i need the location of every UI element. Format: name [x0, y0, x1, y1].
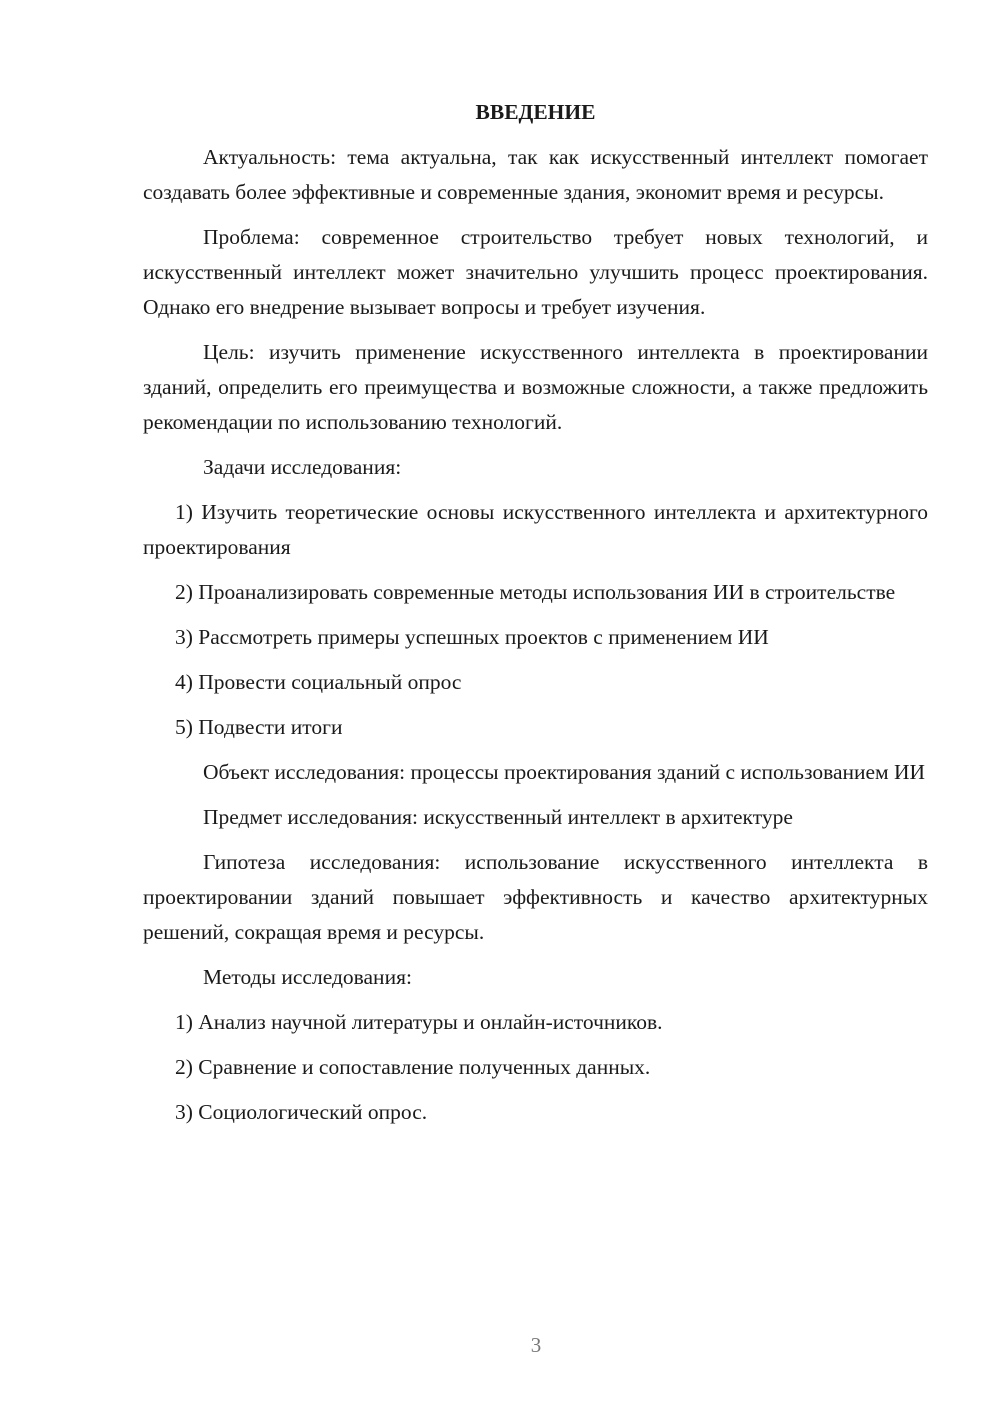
- paragraph-problem: Проблема: современное строительство требует новых технологий, и искусственный интеллект может значительно улучшить процесс проектирования. Однако его внедрение вызывает вопросы и требует изучения.: [143, 225, 928, 319]
- paragraph-subject: Предмет исследования: искусственный интеллект в архитектуре: [203, 805, 793, 829]
- method-item-1: 1) Анализ научной литературы и онлайн-источников.: [175, 1010, 663, 1034]
- paragraph-methods-heading: Методы исследования:: [203, 965, 412, 989]
- paragraph-goal: Цель: изучить применение искусственного интеллекта в проектировании зданий, определить его преимущества и возможные сложности, а также предложить рекомендации по использованию технологий.: [143, 340, 928, 434]
- paragraph-relevance: Актуальность: тема актуальна, так как искусственный интеллект помогает создавать более эффективные и современные здания, экономит время и ресурсы.: [143, 145, 928, 204]
- page-number: 3: [530, 1333, 542, 1357]
- page-content: [143, 95, 928, 1140]
- task-item-2: 2) Проанализировать современные методы использования ИИ в строительстве: [175, 580, 896, 604]
- page-title: ВВЕДЕНИЕ: [475, 100, 596, 124]
- task-item-3: 3) Рассмотреть примеры успешных проектов с применением ИИ: [175, 625, 769, 649]
- task-item-1: 1) Изучить теоретические основы искусственного интеллекта и архитектурного проектирования: [143, 500, 928, 559]
- task-item-4: 4) Провести социальный опрос: [175, 670, 462, 694]
- paragraph-tasks-heading: Задачи исследования:: [203, 455, 402, 479]
- paragraph-hypothesis: Гипотеза исследования: использование искусственного интеллекта в проектировании зданий повышает эффективность и качество архитектурных решений, сокращая время и ресурсы.: [143, 850, 928, 944]
- method-item-2: 2) Сравнение и сопоставление полученных данных.: [175, 1055, 651, 1079]
- paragraph-object: Объект исследования: процессы проектирования зданий с использованием ИИ: [203, 760, 926, 784]
- method-item-3: 3) Социологический опрос.: [175, 1100, 428, 1124]
- task-item-5: 5) Подвести итоги: [175, 715, 343, 739]
